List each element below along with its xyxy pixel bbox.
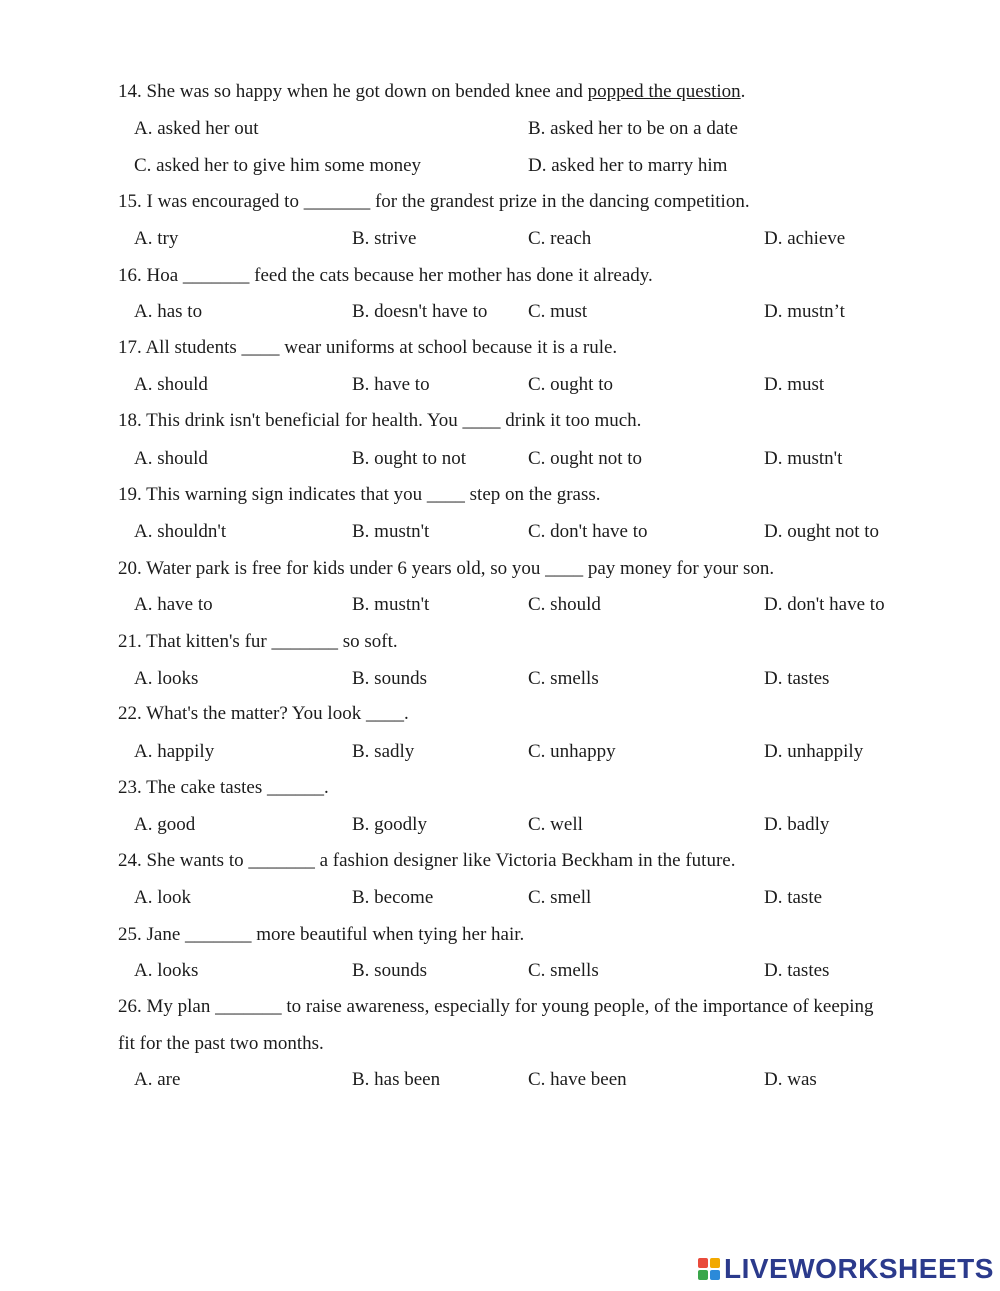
question-17: 17. All students ____ wear uniforms at school because it is a rule. [118, 337, 618, 358]
underlined-phrase: popped the question [587, 81, 741, 102]
option-14-a[interactable]: A. asked her out [134, 118, 259, 139]
question-19: 19. This warning sign indicates that you ____ step on the grass. [118, 484, 601, 505]
question-24: 24. She wants to _______ a fashion designer like Victoria Beckham in the future. [118, 850, 736, 871]
option-24-a[interactable]: A. look [134, 887, 191, 908]
option-18-d[interactable]: D. mustn't [764, 448, 843, 469]
option-26-b[interactable]: B. has been [352, 1069, 441, 1090]
option-16-c[interactable]: C. must [528, 301, 588, 322]
question-16: 16. Hoa _______ feed the cats because her mother has done it already. [118, 265, 653, 286]
question-25: 25. Jane _______ more beautiful when tying her hair. [118, 924, 525, 945]
option-20-d[interactable]: D. don't have to [764, 594, 885, 615]
option-22-a[interactable]: A. happily [134, 741, 215, 762]
question-20: 20. Water park is free for kids under 6 years old, so you ____ pay money for your son. [118, 558, 775, 579]
option-14-c[interactable]: C. asked her to give him some money [134, 155, 422, 176]
option-24-d[interactable]: D. taste [764, 887, 823, 908]
liveworksheets-logo-icon [698, 1258, 720, 1280]
question-23: 23. The cake tastes ______. [118, 777, 329, 798]
option-23-b[interactable]: B. goodly [352, 814, 427, 835]
option-18-c[interactable]: C. ought not to [528, 448, 643, 469]
option-21-b[interactable]: B. sounds [352, 668, 427, 689]
logo-text: LIVEWORKSHEETS [724, 1253, 994, 1284]
option-19-b[interactable]: B. mustn't [352, 521, 430, 542]
option-19-d[interactable]: D. ought not to [764, 521, 880, 542]
question-18: 18. This drink isn't beneficial for health. You ____ drink it too much. [118, 410, 642, 431]
option-26-d[interactable]: D. was [764, 1069, 817, 1090]
option-18-a[interactable]: A. should [134, 448, 208, 469]
option-15-d[interactable]: D. achieve [764, 228, 846, 249]
option-15-c[interactable]: C. reach [528, 228, 592, 249]
question-14: 14. She was so happy when he got down on bended knee and popped the question. [118, 81, 746, 102]
option-15-a[interactable]: A. try [134, 228, 179, 249]
option-23-a[interactable]: A. good [134, 814, 196, 835]
option-19-c[interactable]: C. don't have to [528, 521, 648, 542]
question-15: 15. I was encouraged to _______ for the grandest prize in the dancing competition. [118, 191, 750, 212]
option-20-a[interactable]: A. have to [134, 594, 213, 615]
question-26: 26. My plan _______ to raise awareness, especially for young people, of the importance of keeping fit for the past two months. [118, 996, 874, 1054]
option-18-b[interactable]: B. ought to not [352, 448, 467, 469]
option-22-c[interactable]: C. unhappy [528, 741, 616, 762]
option-21-a[interactable]: A. looks [134, 668, 199, 689]
option-25-a[interactable]: A. looks [134, 960, 199, 981]
option-17-c[interactable]: C. ought to [528, 374, 613, 395]
option-16-a[interactable]: A. has to [134, 301, 203, 322]
option-23-c[interactable]: C. well [528, 814, 583, 835]
option-16-d[interactable]: D. mustn’t [764, 301, 845, 322]
option-17-a[interactable]: A. should [134, 374, 208, 395]
option-24-b[interactable]: B. become [352, 887, 434, 908]
option-15-b[interactable]: B. strive [352, 228, 417, 249]
option-21-c[interactable]: C. smells [528, 668, 599, 689]
option-26-c[interactable]: C. have been [528, 1069, 627, 1090]
option-14-d[interactable]: D. asked her to marry him [528, 155, 728, 176]
option-23-d[interactable]: D. badly [764, 814, 830, 835]
option-17-d[interactable]: D. must [764, 374, 825, 395]
option-22-d[interactable]: D. unhappily [764, 741, 864, 762]
option-21-d[interactable]: D. tastes [764, 668, 830, 689]
option-25-b[interactable]: B. sounds [352, 960, 427, 981]
option-25-c[interactable]: C. smells [528, 960, 599, 981]
option-17-b[interactable]: B. have to [352, 374, 430, 395]
option-24-c[interactable]: C. smell [528, 887, 592, 908]
option-20-c[interactable]: C. should [528, 594, 601, 615]
question-21: 21. That kitten's fur _______ so soft. [118, 631, 398, 652]
option-19-a[interactable]: A. shouldn't [134, 521, 227, 542]
option-16-b[interactable]: B. doesn't have to [352, 301, 488, 322]
liveworksheets-logo[interactable] [698, 1254, 994, 1284]
option-22-b[interactable]: B. sadly [352, 741, 415, 762]
option-20-b[interactable]: B. mustn't [352, 594, 430, 615]
option-14-b[interactable]: B. asked her to be on a date [528, 118, 738, 139]
option-25-d[interactable]: D. tastes [764, 960, 830, 981]
option-26-a[interactable]: A. are [134, 1069, 181, 1090]
question-22: 22. What's the matter? You look ____. [118, 703, 409, 724]
